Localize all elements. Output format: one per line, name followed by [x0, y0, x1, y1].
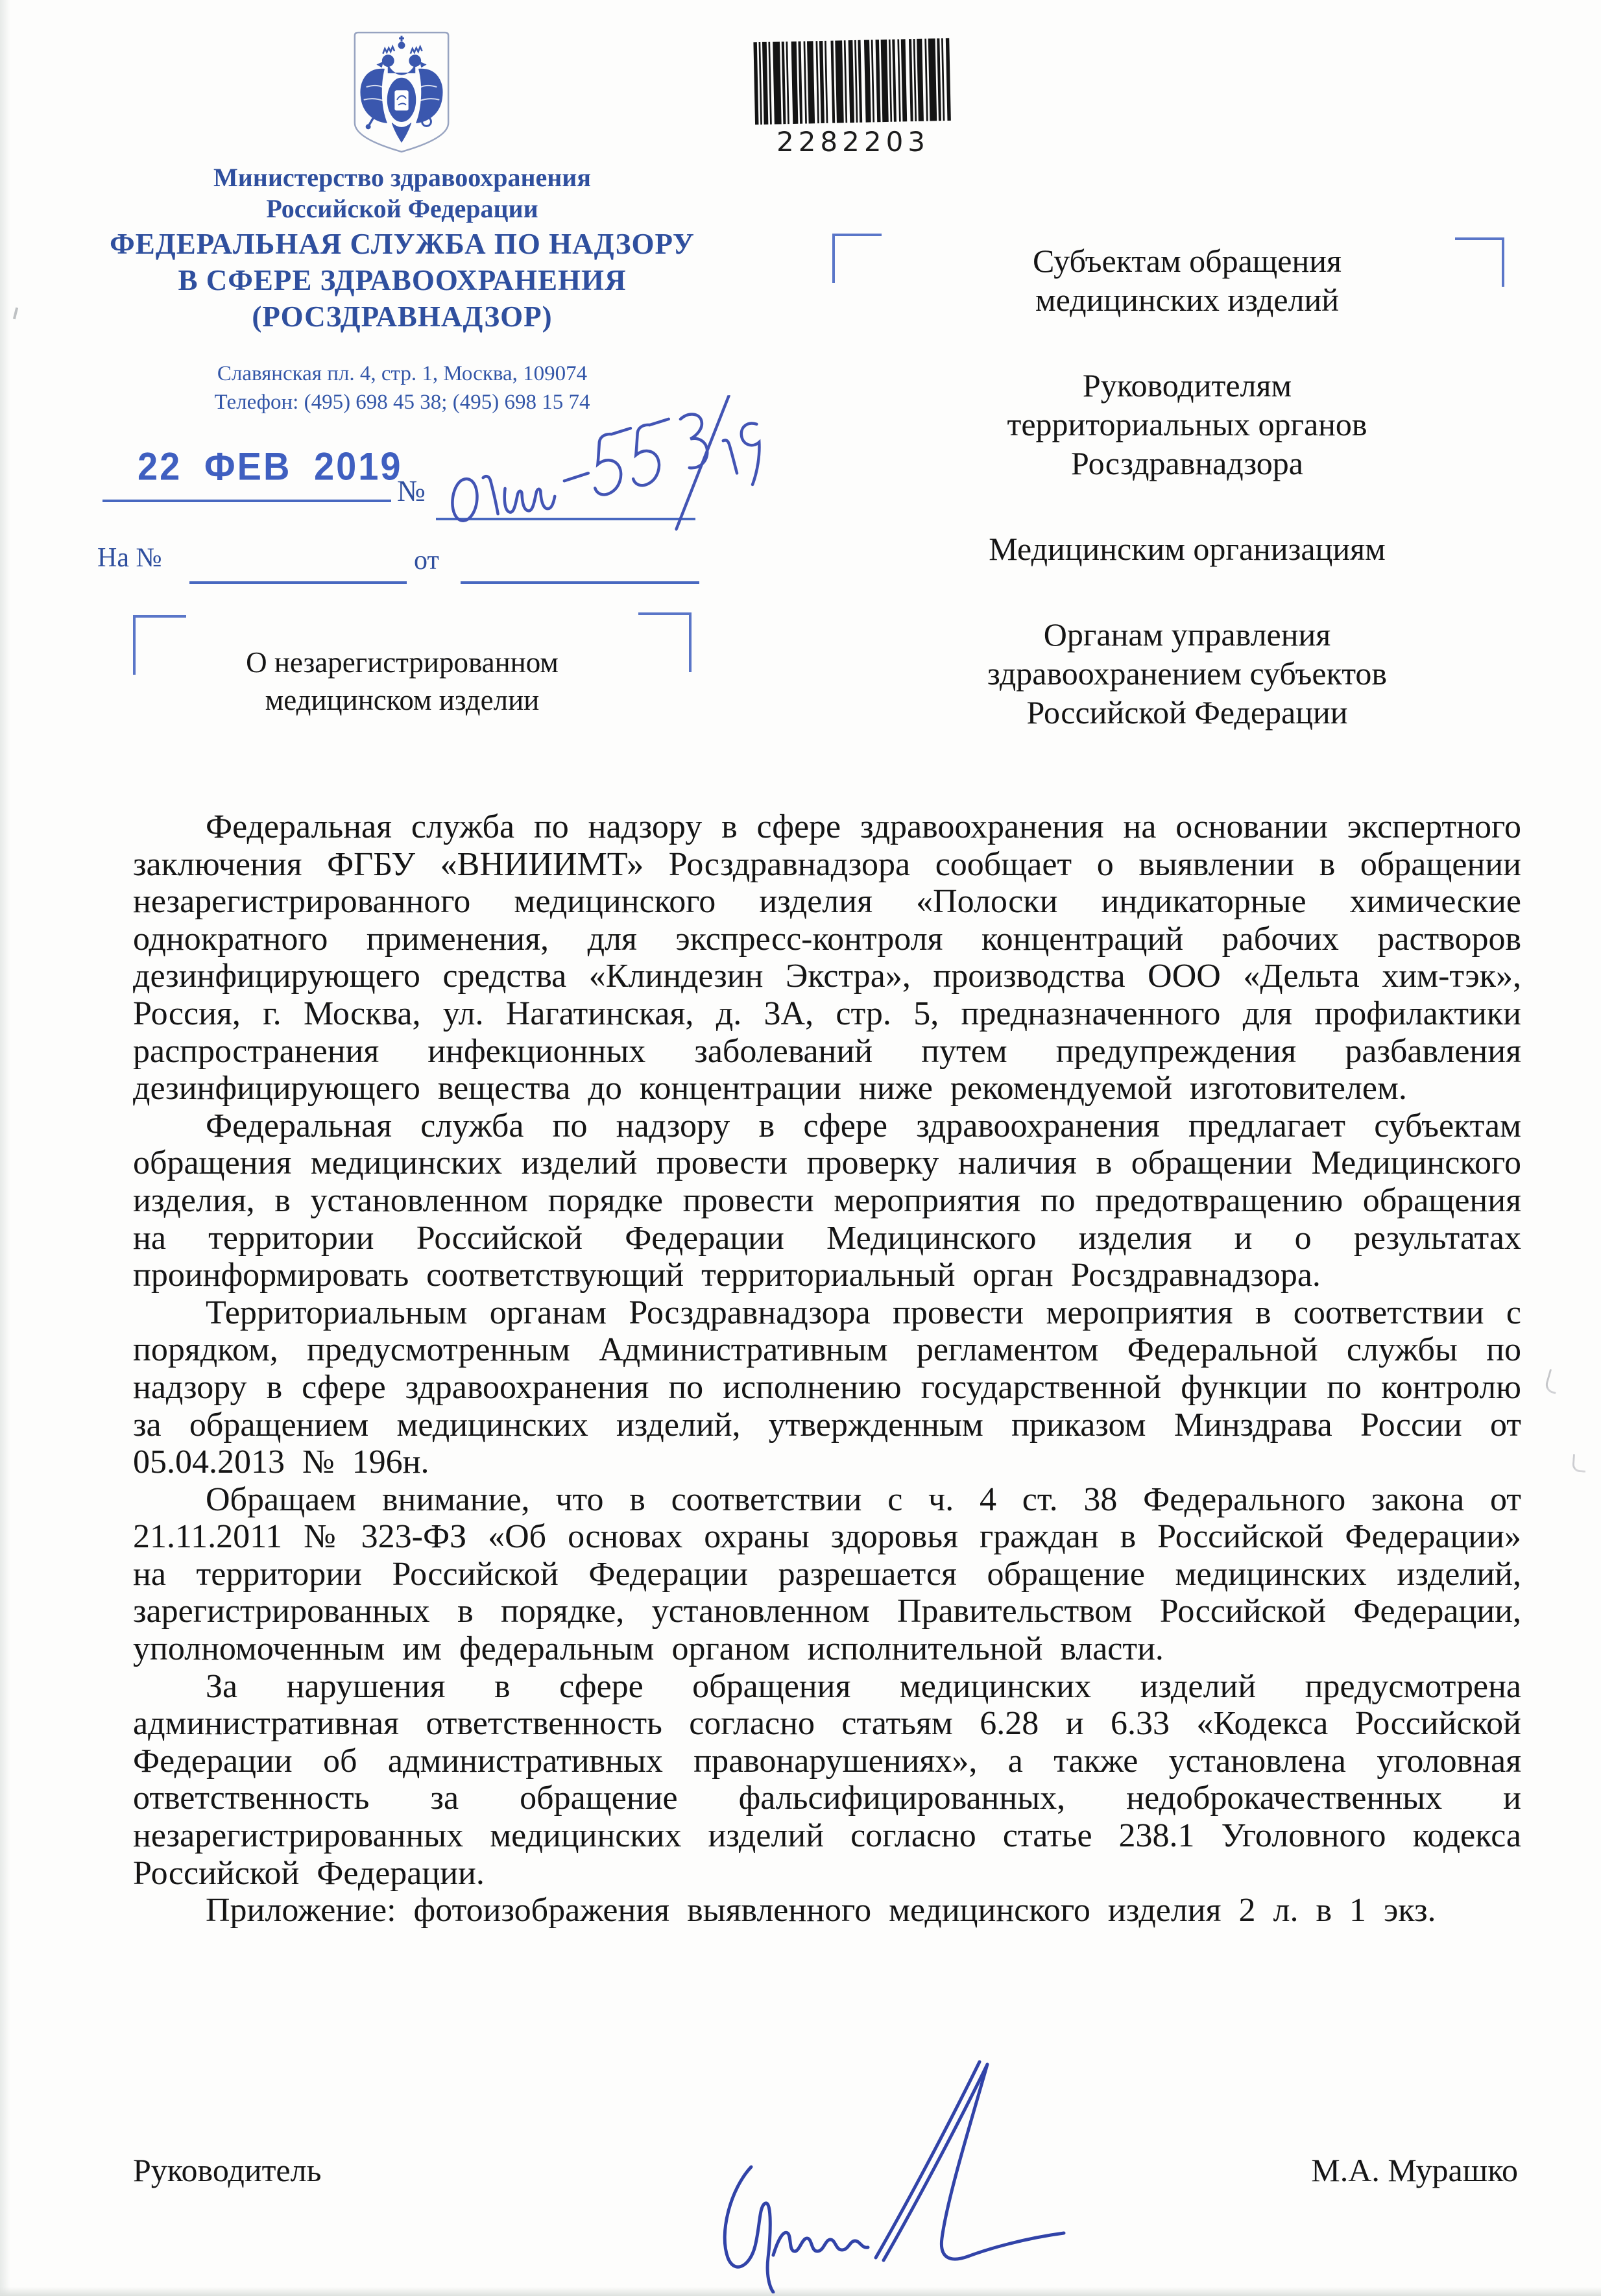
service-line3: (РОСЗДРАВНАДЗОР): [252, 300, 553, 333]
signer-name: М.А. Мурашко: [1311, 2152, 1518, 2188]
reference-label: На №: [97, 543, 162, 573]
service-line2: В СФЕРЕ ЗДРАВООХРАНЕНИЯ: [178, 264, 627, 296]
recipient-item: Органам управления здравоохранением субъектов Российской Федерации: [987, 616, 1388, 731]
subject-corner-mark-left: [133, 615, 186, 675]
signer-position: Руководитель: [133, 2152, 322, 2188]
body-paragraph: За нарушения в сфере обращения медицинских изделий предусмотрена административная ответственность согласно статьям 6.28 и 6.33 «Кодекса Российской Федерации об административных правонарушениях», а также установлена уголовная ответственность за обращение фальсифицированных, недоброкачественных и незарегистрированных медицинских изделий согласно статье 238.1 Уголовного кодекса Российской Федерации.: [133, 1667, 1521, 1892]
subject-line: О незарегистрированном медицинском изделии: [246, 646, 559, 716]
body-paragraph: Федеральная служба по надзору в сфере здравоохранения предлагает субъектам обращения медицинских изделий провести проверку наличия в обращении Медицинского изделия, в установленном порядке провести мероприятия по предотвращению обращения на территории Российской Федерации Медицинского изделия и о результатах проинформировать соответствующий территориальный орган Росздравнадзора.: [133, 1107, 1521, 1294]
scan-edge-shade-left: [0, 0, 10, 2296]
phone-line: Телефон: (495) 698 45 38; (495) 698 15 74: [214, 391, 590, 414]
date-stamp: 22 ФЕВ 2019: [138, 444, 403, 489]
attachment-line: Приложение: фотоизображения выявленного медицинского изделия 2 л. в 1 экз.: [206, 1892, 1436, 1929]
from-label: от: [414, 546, 439, 575]
margin-pencil-mark: [1572, 1454, 1587, 1472]
recipient-item: Субъектам обращения медицинских изделий: [1033, 243, 1342, 318]
number-label: №: [397, 474, 426, 507]
body-paragraph: Федеральная служба по надзору в сфере здравоохранения на основании экспертного заключения ФГБУ «ВНИИИМТ» Росздравнадзора сообщает о выявлении в обращении незарегистрированного медицинского изделия «Полоски индикаторные химические однократного применения, для экспресс-контроля концентраций рабочих растворов дезинфицирующего средства «Клиндезин Экстра», производства ООО «Дельта хим-тэк», Россия, г. Москва, ул. Нагатинская, д. 3А, стр. 5, предназначенного для профилактики распространения инфекционных заболеваний путем предупреждения разбавления дезинфицирующего вещества до концентрации ниже рекомендуемой изготовителем.: [133, 808, 1521, 1107]
recipient-item: Руководителям территориальных органов Росздравнадзора: [1007, 367, 1367, 481]
service-name: [84, 226, 720, 335]
recipient-list: [960, 241, 1414, 779]
body-paragraph: Обращаем внимание, что в соответствии с ч. 4 ст. 38 Федерального закона от 21.11.2011 № 323-ФЗ «Об основах охраны здоровья граждан в Российской Федерации» на территории Российской Федерации разрешается обращение медицинских изделий, зарегистрированных в порядке, установленном Правительством Российской Федерации, уполномоченным им федеральным органом исполнительной власти.: [133, 1480, 1521, 1668]
ministry-line1: Министерство здравоохранения: [213, 163, 591, 192]
handwritten-signature: [675, 2044, 1103, 2293]
ministry-name: [97, 162, 707, 224]
letter-body: [133, 808, 1521, 1929]
body-paragraph: Территориальным органам Росздравнадзора провести мероприятия в соответствии с порядком, предусмотренным Административным регламентом Федеральной службы по надзору в сфере здравоохранения по исполнению государственной функции по контролю за обращением медицинских изделий, утвержденным приказом Минздрава России от 05.04.2013 № 196н.: [133, 1294, 1521, 1481]
handwritten-number: [418, 393, 776, 567]
scan-tick-mark: [13, 308, 18, 319]
margin-pencil-mark: [1544, 1369, 1562, 1394]
recipient-item: Медицинским организациям: [989, 531, 1386, 567]
subject-corner-mark-right: [638, 612, 692, 672]
recipient-corner-mark-left: [832, 234, 882, 283]
from-underline: [461, 581, 699, 584]
barcode-number: 2282203: [776, 126, 930, 158]
coat-of-arms-icon: [347, 27, 456, 157]
date-underline: [102, 500, 391, 502]
address-line: Славянская пл. 4, стр. 1, Москва, 109074: [217, 362, 588, 385]
recipient-corner-mark-right: [1455, 237, 1504, 287]
reference-underline: [189, 581, 407, 584]
barcode-icon: [752, 36, 955, 127]
ministry-line2: Российской Федерации: [266, 194, 538, 223]
service-line1: ФЕДЕРАЛЬНАЯ СЛУЖБА ПО НАДЗОРУ: [110, 228, 695, 260]
